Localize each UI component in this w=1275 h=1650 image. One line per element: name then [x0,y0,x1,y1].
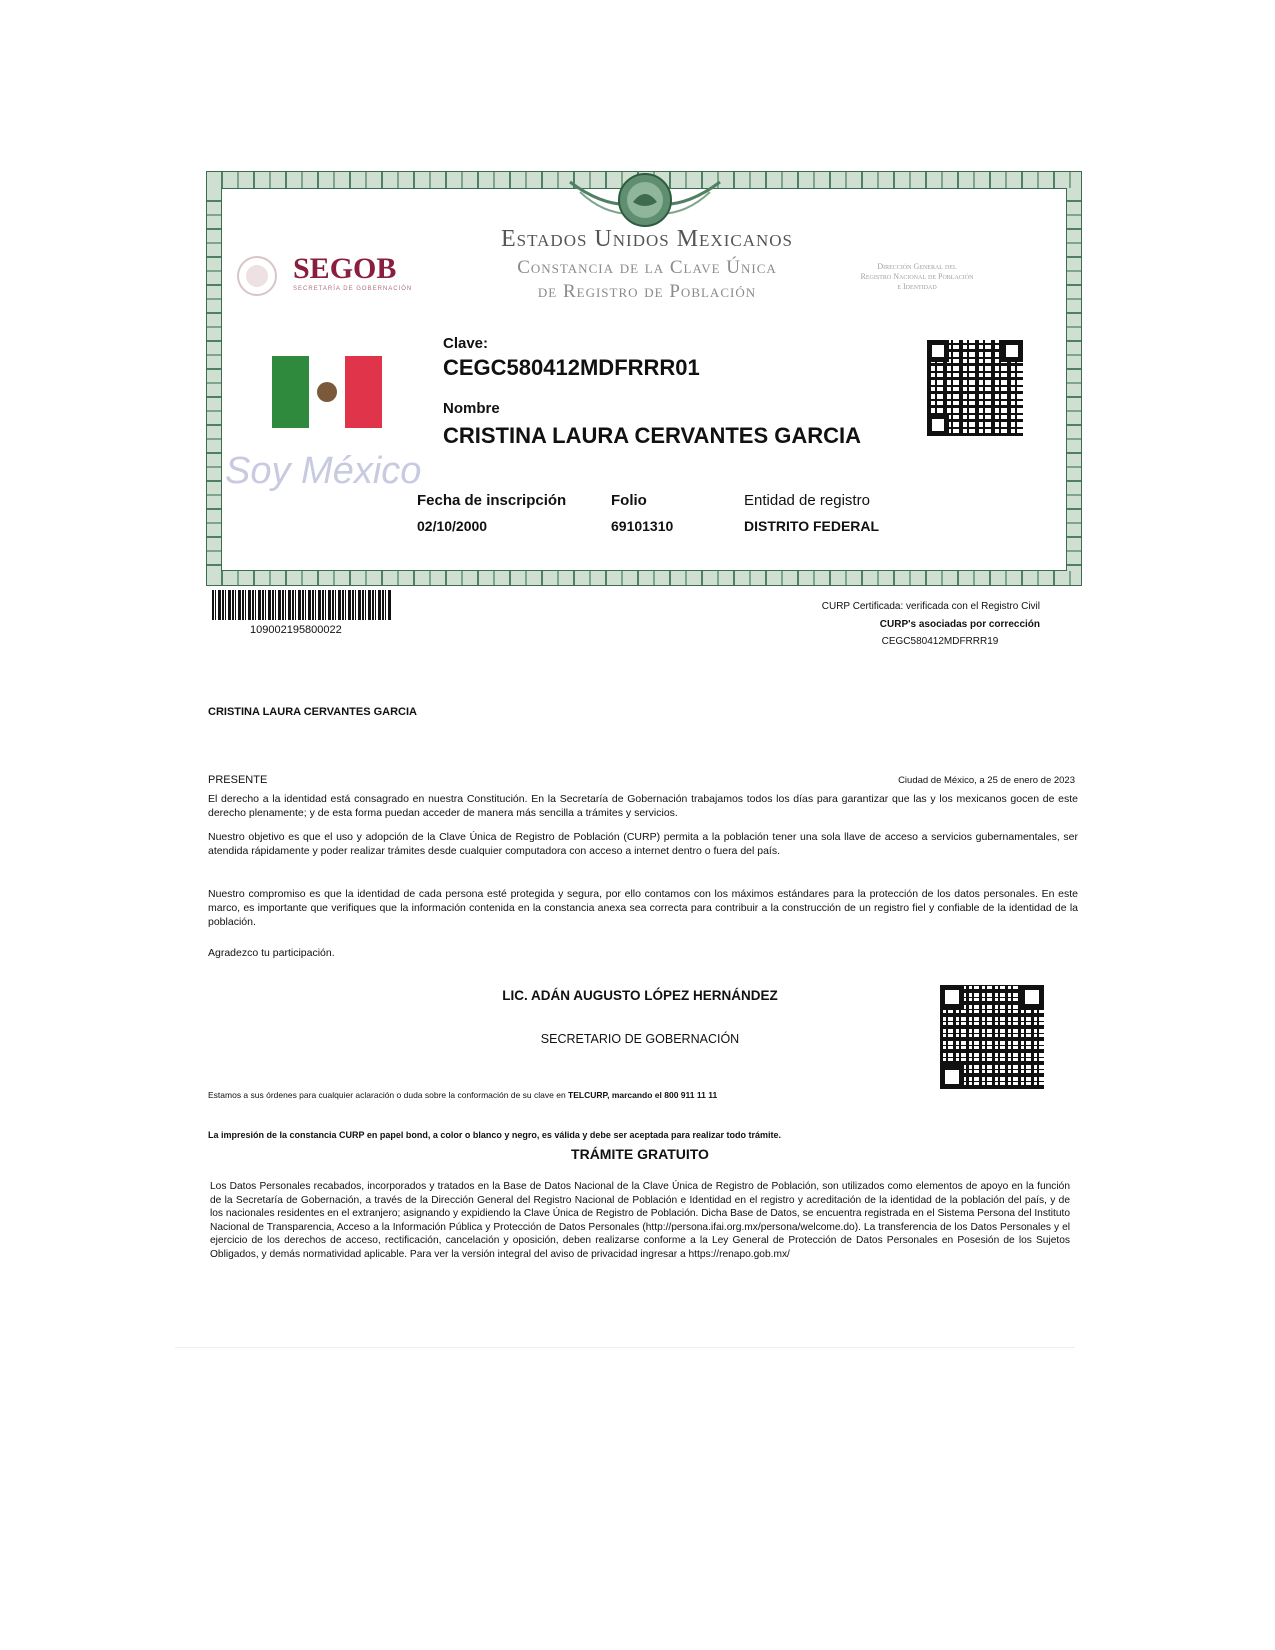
nombre-label: Nombre [443,400,500,417]
telcurp-text: Estamos a sus órdenes para cualquier aclaración o duda sobre la conformación de su clave en [208,1090,569,1100]
telcurp-line [208,1090,717,1100]
signer-title: SECRETARIO DE GOBERNACIÓN [540,1032,740,1046]
clave-value: CEGC580412MDFRRR01 [443,355,700,380]
dgr-line-3: e Identidad [897,282,937,291]
curp-asociada: CEGC580412MDFRRR19 [881,636,999,647]
certificate-title: Estados Unidos Mexicanos [501,226,793,252]
mexico-flag-icon [272,356,382,428]
curp-certificate-card [206,171,1082,586]
paragraph-3: Nuestro compromiso es que la identidad de cada persona esté protegida y segura, por ello contamos con los máximos estándares para la protección de los datos personales. En este marco, es importante que verifiques que la información contenida en la constancia anexa sea correcta para contribuir a la construcción de un registro fiel y confiable de la identidad de la población. [208,888,1078,928]
coat-of-arms-icon [550,172,740,232]
dgr-line-2: Registro Nacional de Población [860,272,974,281]
border-left [207,188,222,571]
paragraph-1: El derecho a la identidad está consagrado en nuestra Constitución. En la Secretaría de Gobernación trabajamos todos los días para garantizar que las y los mexicanos gocen de este derecho plenamente; y de esta forma puedan acceder de manera más sencilla a trámites y servicios. [208,793,1078,819]
barcode-number: 109002195800022 [250,624,342,636]
segob-logo: SEGOB [293,252,397,285]
signer-name: LIC. ADÁN AUGUSTO LÓPEZ HERNÁNDEZ [502,988,778,1003]
privacy-notice: Los Datos Personales recabados, incorporados y tratados en la Base de Datos Nacional de la Clave Única de Registro de Población, son utilizados como elementos de apoyo en la función de la Secretaría de Gobernación, a través de la Dirección General del Registro Nacional de Población e Identidad en el registro y acreditación de la identidad de la población del país, y de los nacionales residentes en el extranjero; asignando y expidiendo la Clave Única de Registro de Población. Dicha Base de Datos, se encuentra registrada en el Sistema Persona del Instituto Nacional de Transparencia, Acceso a la Información Pública y Protección de Datos Personales (http://persona.ifai.org.mx/persona/welcome.do). La transferencia de los Datos Personales y el ejercicio de los derechos de acceso, rectificación, cancelación y oposición, deben realizarse conforme a la Ley General de Protección de Datos Personales en Posesión de los Sujetos Obligados, y demás normatividad aplicable. Para ver la versión integral del aviso de privacidad ingresar a https://renapo.gob.mx/ [210,1181,1070,1260]
recipient: CRISTINA LAURA CERVANTES GARCIA [208,706,418,718]
place-date: Ciudad de México, a 25 de enero de 2023 [898,775,1075,786]
clave-label: Clave: [443,335,489,352]
folio-label: Folio [611,492,647,509]
tramite-gratuito: TRÁMITE GRATUITO [571,1146,709,1162]
thanks: Agradezco tu participación. [208,947,335,959]
scan-divider [175,1347,1075,1348]
fecha-label: Fecha de inscripción [417,492,567,509]
entidad-label: Entidad de registro [744,492,870,509]
dgr-renapo [832,262,1002,292]
impresion-note: La impresión de la constancia CURP en papel bond, a color o blanco y negro, es válida y debe ser aceptada para realizar todo trámite. [208,1130,782,1140]
curp-certificada: CURP Certificada: verificada con el Registro Civil [821,601,1040,612]
qr-code-icon [927,340,1023,436]
segob-subtitle: SECRETARÍA DE GOBERNACIÓN [293,286,413,292]
subtitle-line-2: de Registro de Población [537,281,757,302]
folio-value: 69101310 [611,518,674,534]
soy-mexico-watermark: Soy México [225,450,422,492]
subtitle-line-1: Constancia de la Clave Única [517,257,777,278]
dgr-line-1: Dirección General del [877,262,957,271]
border-right [1066,188,1081,571]
barcode-icon [212,590,392,620]
border-bottom [207,570,1081,585]
paragraph-2: Nuestro objetivo es que el uso y adopción de la Clave Única de Registro de Población (CURP) permita a la población tener una sola llave de acceso a servicios gubernamentales, ser atendida rápidamente y poder realizar trámites desde cualquier computadora con acceso a internet dentro o fuera del país. [208,831,1078,857]
nombre-value: CRISTINA LAURA CERVANTES GARCIA [443,423,862,448]
entidad-value: DISTRITO FEDERAL [744,518,880,534]
fecha-value: 02/10/2000 [417,518,488,534]
telcurp-number: TELCURP, marcando el 800 911 11 11 [568,1090,718,1100]
signature-qr-code-icon [940,985,1044,1089]
segob-emblem-icon [233,254,281,298]
presente: PRESENTE [208,774,268,786]
certificate-subtitle [437,256,857,304]
curp-asociadas-label: CURP's asociadas por corrección [879,619,1040,630]
